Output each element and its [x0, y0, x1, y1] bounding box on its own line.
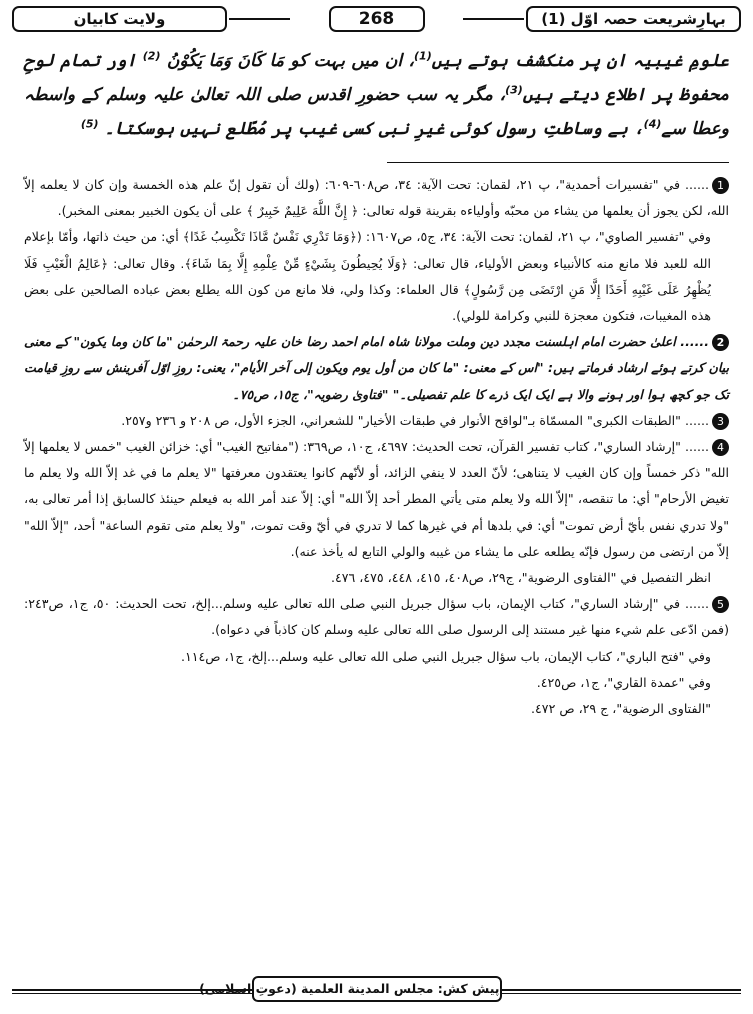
main-text: [24, 44, 729, 146]
footnote-number: 3: [712, 413, 729, 430]
footnote-5-continued: "الفتاوى الرضوية"، ج ٢٩، ص ٤٧٢.: [531, 701, 711, 717]
page-number: 268: [329, 6, 425, 32]
footnote-number: 4: [712, 439, 729, 456]
footnote-ref: (4): [643, 117, 662, 131]
footnote-number: 1: [712, 177, 729, 194]
publisher-credit: پیش کش: مجلس المدينة العلمية (دعوتِ اسلامی): [252, 976, 502, 1002]
footnote-text: ...... في "تفسيرات أحمدية"، پ ٢١، لقمان: تحت الآية: ٣٤، ص٦٠٨-٦٠٩: (ولك أن تقول إنّ علم هذه الخمسة وإن كان لا يعلمه إلاّ الله، لكن يجوز أن يعلمها من يشاء من محبّه وأولياءه بقرينة قوله تعالى: ﴿ إِنَّ اللَّهَ عَلِيمٌ خَبِيرٌ ﴾ على أن يكون الخبير بمعنى المخبر).: [24, 177, 729, 219]
header-rule: [229, 18, 290, 20]
footnotes: [24, 172, 729, 722]
footnote-4-continued: انظر التفصيل في "الفتاوى الرضوية"، ج٢٩، ص٤٠٨، ٤١٥، ٤٤٨، ٤٧٥، ٤٧٦.: [330, 570, 711, 586]
footnote-5: [24, 591, 729, 643]
chapter-title: ولایت کابیان: [12, 6, 227, 32]
footnote-text: ...... "الطبقات الكبرى" المسمّاة بـ"لواقح الأنوار في طبقات الأخيار" للشعراني، الجزء الأول، ص ٢٠٨ و ٢٣٦ و٢٥٧.: [121, 412, 709, 428]
footnote-text: ...... "إرشاد الساري"، كتاب تفسير القرآن، تحت الحديث: ٤٦٩٧، ج١٠، ص٣٦٩: ("مفاتيح الغيب" أي: خزائن الغيب "خمس لا يعلمها إلاّ الله" ذكر خمساً وإن كان الغيب لا يتناهى؛ لأنّ العدد لا ينفي الزائد، أو لأنّهم كانوا يعتقدون معرفتها "لا يعلم ما في غد إلاّ الله ولا يعلم ما تغيض الأرحام" أي: ما تنقصه، "إلاّ الله ولا يعلم متى يأتي المطر أحد إلاّ الله" أي: إلاّ عند أمر الله به فيعلم حينئذ كالسابق إذا أمر تعالى به، "ولا تدري نفس بأيّ أرض تموت" أي: في بلدها أم في غيرها كما لا تدري في أيّ وقت تموت، "ولا يعلم متى تقوم الساعة" أحد، "إلاّ الله" إلاّ من ارتضى من رسول فإنّه يطلعه على ما يشاء من غيبه والولي التابع له يأخذ عنه).: [24, 439, 729, 559]
header-rule: [463, 18, 524, 20]
footnote-1: [24, 172, 729, 224]
quoted-phrase: مَا کَانَ وَمَا یَکُوْنُ: [166, 51, 284, 71]
book-title: بہارِشریعت حصہ اوّل (1): [526, 6, 741, 32]
footnote-number: 2: [712, 334, 729, 351]
footnote-separator: [387, 162, 729, 163]
footnote-3: [24, 408, 729, 434]
main-text-part: ، بے وساطتِ رسول کوئی غیرِ نبی کسی غیب پر مُطّلع نہیں ہوسکتا۔: [104, 119, 644, 139]
footnote-5-continued: وفي "فتح الباري"، كتاب الإيمان، باب سؤال جبريل النبي صلى الله تعالى عليه وسلم...إلخ، ج١، ص١١٤.: [180, 648, 711, 664]
main-text-part: اور تمام لوحِ محفوظ پر اطلاع دیتے ہیں: [24, 51, 729, 105]
main-paragraph: [24, 44, 729, 146]
footnote-text: ...... في "إرشاد الساري"، كتاب الإيمان، باب سؤال جبريل النبي صلى الله تعالى عليه وسلم...إلخ، تحت الحديث: ٥٠، ج١، ص٢٤٣: (فمن ادّعى علم شيء منها غير مستند إلى الرسول صلى الله تعالى عليه وسلم كان كاذباً في دعواه).: [24, 596, 729, 638]
page-footer: [12, 976, 741, 1004]
footnote-4: [24, 434, 729, 565]
footnote-ref: (1): [414, 49, 432, 63]
footnote-2: [24, 329, 729, 408]
footnote-ref: (5): [80, 117, 99, 131]
footnote-text: ...... اعلیٰ حضرت امام اہلسنت مجدد دین وملت مولانا شاہ امام احمد رضا خان علیہ رحمۃ الرحمٰن "ما کان وما یکون" کے معنی بیان کرتے ہوئے ارشاد فرماتے ہیں: "اس کے معنی: "ما كان من أول يوم ويكون إلى آخر الأيام"، یعنی: روزِ اوّل آفرینش سے روزِ قیامت تک جو کچھ ہوا اور ہونے والا ہے ایک ایک ذرے کا علم تفصیلی۔" "فتاویٰ رضویہ"، ج١٥، ص٧٥۔: [24, 334, 729, 402]
page-header: [12, 6, 741, 34]
footnote-number: 5: [712, 596, 729, 613]
footnote-1-continued: وفي "تفسير الصاوي"، پ ٢١، لقمان: تحت الآية: ٣٤، ج٥، ص١٦٠٧: (﴿وَمَا تَدْرِي نَفْسٌ مَّاذَا تَكْسِبُ غَدًا﴾ أي: من حيث ذاتها، وأمّا بإعلام الله للعبد فلا مانع منه كالأنبياء وبعض الأولياء، قال تعالى: ﴿وَلَا يُحِيطُونَ بِشَيْءٍ مِّنْ عِلْمِهِ إِلَّا بِمَا شَاءَ﴾. وقال تعالى: ﴿عَالِمُ الْغَيْبِ فَلَا يُظْهِرُ عَلَى غَيْبِهِ أَحَدًا إِلَّا مَنِ ارْتَضَى مِن رَّسُولٍ﴾ قال العلماء: وكذا ولي، فلا مانع من كون الله يطلع بعض عباده الصالحين على بعض هذه المغيبات، فتكون معجزة للنبي وكرامة للولي).: [24, 229, 712, 324]
footnote-ref: (2): [142, 49, 161, 63]
main-text-part: علومِ غیبیہ ان پر منکشف ہوتے ہیں: [431, 51, 730, 71]
main-text-part: ، ان میں بہت کو: [290, 51, 415, 71]
footnote-ref: (3): [505, 83, 523, 97]
footnote-5-continued: وفي "عمدة القاري"، ج١، ص٤٢٥.: [536, 674, 711, 690]
main-text-part: ، مگر یہ سب حضورِ اقدس صلی اللہ تعالیٰ علیہ وسلم کے واسطہ وعطا سے: [24, 85, 729, 139]
